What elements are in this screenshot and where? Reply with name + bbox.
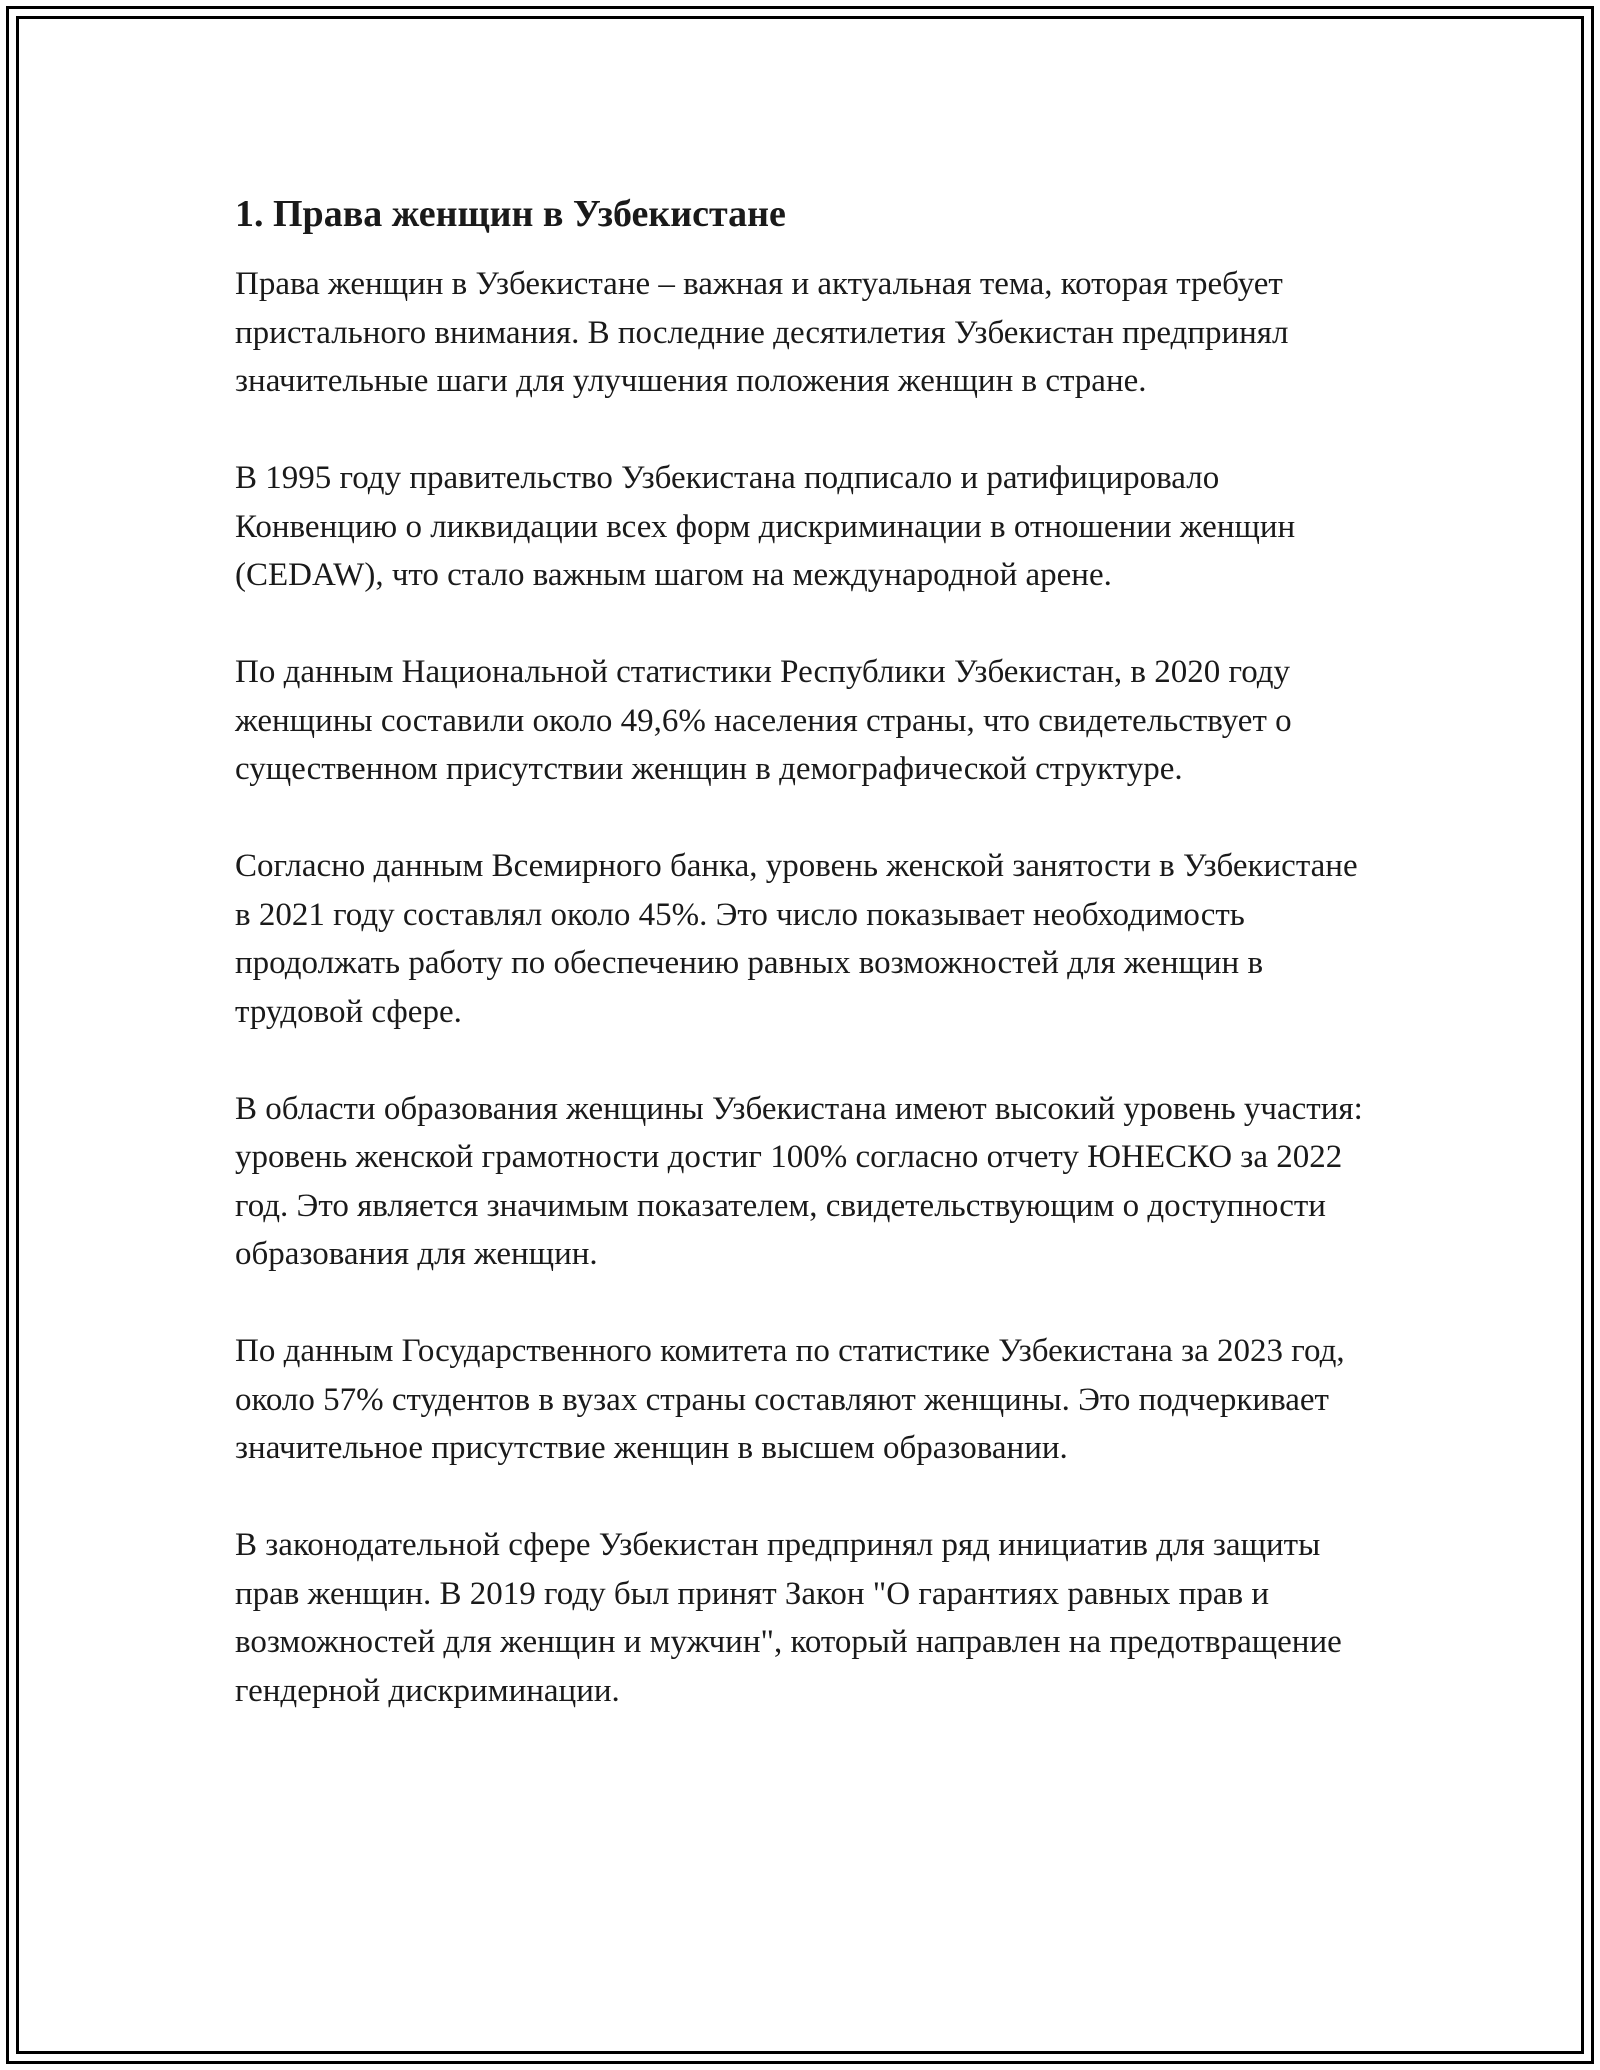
paragraph-education: В области образования женщины Узбекистана имеют высокий уровень участия: уровень женской грамотности достиг 100% согласно отчету ЮНЕСКО за 2022 год. Это является значимым показателем, свидетельствующим о доступности образования для женщин. <box>235 1090 1363 1272</box>
paragraph-population: По данным Национальной статистики Республики Узбекистан, в 2020 году женщины составили около 49,6% населения страны, что свидетельствует о существенном присутствии женщин в демографической структуре. <box>235 654 1292 787</box>
paragraph-students: По данным Государственного комитета по статистике Узбекистана за 2023 год, около 57% студентов в вузах страны составляют женщины. Это подчеркивает значительное присутствие женщин в высшем образовании. <box>235 1333 1345 1466</box>
paragraph-cedaw: В 1995 году правительство Узбекистана подписало и ратифицировало Конвенцию о ликвидации всех форм дискриминации в отношении женщин (CEDAW), что стало важным шагом на международной арене. <box>235 460 1296 593</box>
paragraph-intro: Права женщин в Узбекистане – важная и актуальная тема, которая требует пристального внимания. В последние десятилетия Узбекистан предпринял значительные шаги для улучшения положения женщин в стране. <box>235 266 1289 399</box>
document-body <box>235 186 1365 1715</box>
paragraph-employment: Согласно данным Всемирного банка, уровень женской занятости в Узбекистане в 2021 году составлял около 45%. Это число показывает необходимость продолжать работу по обеспечению равных возможностей для женщин в трудовой сфере. <box>235 848 1358 1030</box>
section-title: 1. Права женщин в Узбекистане <box>235 193 786 235</box>
paragraph-legislation: В законодательной сфере Узбекистан предпринял ряд инициатив для защиты прав женщин. В 2019 году был принят Закон "О гарантиях равных прав и возможностей для женщин и мужчин", который направлен на предотвращение гендерной дискриминации. <box>235 1527 1342 1709</box>
